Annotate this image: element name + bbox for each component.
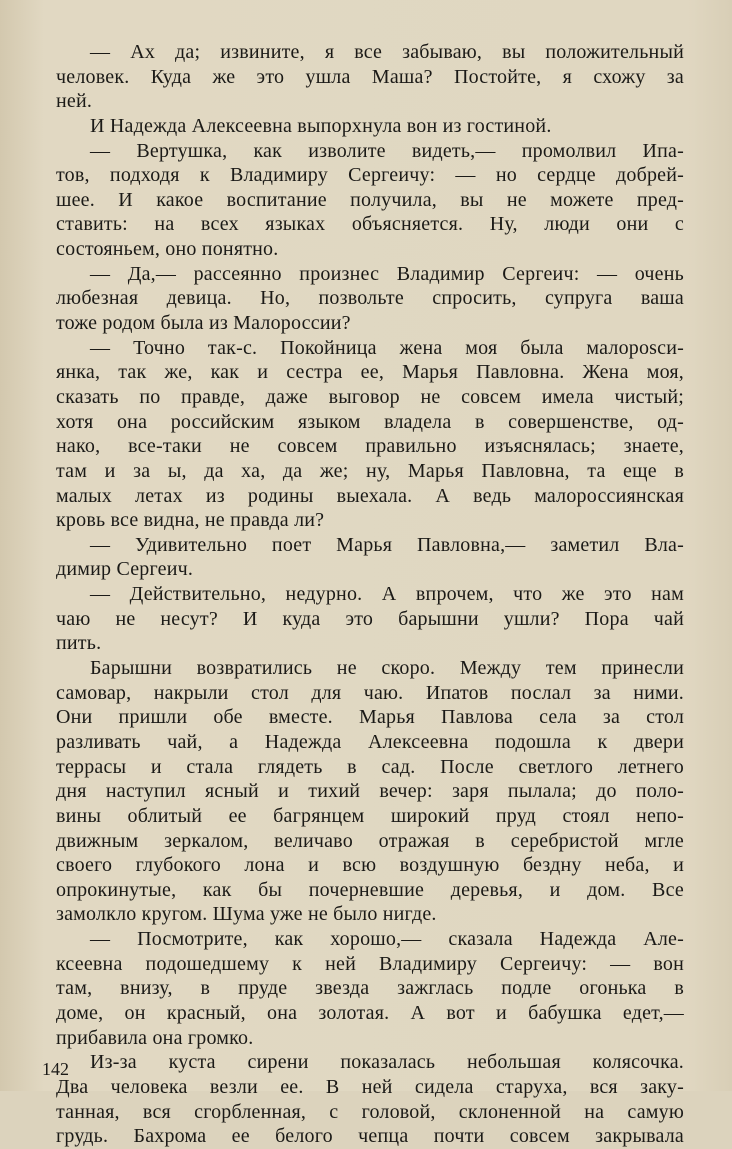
text-line: доме, он красный, она золотая. А вот и бабушка едет,— (56, 1001, 684, 1024)
text-line: — Ах да; извините, я все забываю, вы положительный (90, 41, 684, 63)
text-line: Два человека везли ее. В ней сидела старуха, вся заку- (56, 1075, 684, 1098)
body-text (56, 40, 684, 1149)
text-line: дня наступил ясный и тихий вечер: заря пылала; до поло- (56, 780, 684, 803)
text-line: грудь. Бахрома ее белого чепца почти совсем закрывала (56, 1125, 684, 1148)
text-line: движным зеркалом, величаво отражая в серебристой мгле (56, 829, 684, 852)
text-line: шее. И какое воспитание получила, вы не можете пред- (56, 188, 684, 211)
text-line: ней. (56, 90, 93, 113)
text-line: сказать по правде, даже выговор не совсем имела чистый; (56, 385, 684, 408)
text-line: И Надежда Алексеевна выпорхнула вон из гостиной. (90, 114, 552, 137)
text-line: нако, все-таки не совсем правильно изъяснялась; знаете, (56, 435, 684, 458)
text-line: Барышни возвратились не скоро. Между тем принесли (90, 657, 684, 680)
text-line: вины облитый ее багрянцем широкий пруд стоял непо- (56, 804, 684, 827)
text-line: — Действительно, недурно. А впрочем, что же это нам (90, 583, 684, 606)
text-line: любезная девица. Но, позвольте спросить, супруга ваша (56, 287, 684, 310)
text-line: там, внизу, в пруде звезда зажглась подле огонька в (56, 977, 684, 1000)
text-line: замолкло кругом. Шума уже не было нигде. (56, 903, 437, 926)
text-line: чаю не несут? И куда это барышни ушли? Пора чай (56, 607, 684, 630)
text-line: состояньем, оно понятно. (56, 238, 279, 261)
text-line: самовар, накрыли стол для чаю. Ипатов послал за ними. (56, 681, 684, 704)
text-line: прибавила она громко. (56, 1026, 254, 1049)
text-line: пить. (56, 632, 102, 655)
text-line: малых летах из родины выехала. А ведь малороссиянская (56, 484, 684, 507)
text-line: димир Сергеич. (56, 558, 194, 581)
text-line: — Вертушка, как изволите видеть,— промолвил Ипа- (90, 139, 684, 162)
text-line: там и за ы, да ха, да же; ну, Марья Павловна, та еще в (56, 459, 684, 482)
text-line: ксеевна подошедшему к ней Владимиру Сергеичу: — вон (56, 952, 684, 975)
text-line: — Удивительно поет Марья Павловна,— заметил Вла- (90, 533, 684, 556)
text-line: Они пришли обе вместе. Марья Павлова села за стол (56, 706, 684, 729)
text-line: янка, так же, как и сестра ее, Марья Павловна. Жена моя, (56, 361, 684, 384)
text-line: ставить: на всех языках объясняется. Ну, люди они с (56, 213, 684, 236)
text-line: — Да,— рассеянно произнес Владимир Сергеич: — очень (90, 262, 684, 285)
text-line: кровь все видна, не правда ли? (56, 509, 325, 532)
text-line: опрокинутые, как бы почерневшие деревья, и дом. Все (56, 878, 684, 901)
text-line: своего глубокого лона и всю воздушную бездну неба, и (56, 854, 684, 877)
text-line: тов, подходя к Владимиру Сергеичу: — но сердце добрей- (56, 164, 684, 187)
text-line: разливать чай, а Надежда Алексеевна подошла к двери (56, 730, 684, 753)
text-line: — Посмотрите, как хорошо,— сказала Надежда Але- (90, 928, 684, 951)
text-line: Из-за куста сирени показалась небольшая колясочка. (90, 1051, 684, 1074)
text-line: тоже родом была из Малороссии? (56, 312, 351, 335)
page-number: 142 (42, 1059, 69, 1079)
text-line: хотя она российским языком владела в совершенстве, од- (56, 410, 684, 433)
text-line: танная, вся сгорбленная, с головой, склоненной на самую (56, 1100, 684, 1123)
text-line: террасы и стала глядеть в сад. После светлого летнего (56, 755, 684, 778)
text-line: — Точно так-с. Покойница жена моя была малорosси- (90, 336, 684, 359)
text-line: человек. Куда же это ушла Маша? Постойте, я схожу за (56, 65, 684, 88)
